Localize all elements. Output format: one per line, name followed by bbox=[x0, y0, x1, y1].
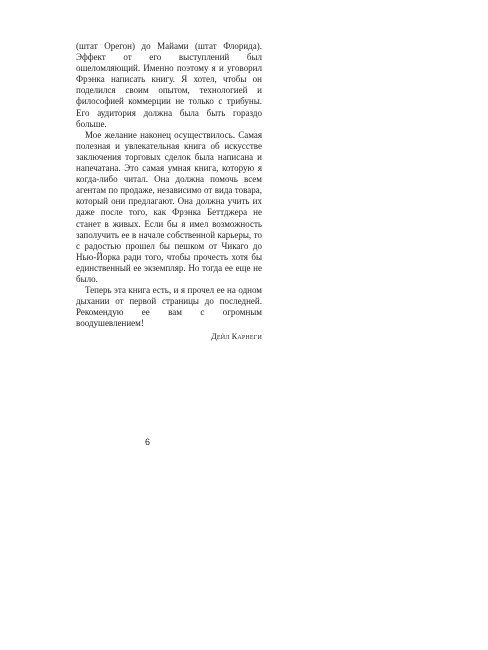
paragraph-3: Теперь эта книга есть, и я прочел ее на одном дыхании от первой страницы до последней. Рекомендую ее вам с огромным воодушевлением! bbox=[76, 285, 262, 329]
paragraph-2: Мое желание наконец осуществилось. Самая полезная и увлекательная книга об искусстве заключения торговых сделок была написана и напечатана. Это самая умная книга, которую я когда-либо читал. Она должна помочь всем агентам по продаже, независимо от вида товара, который они предлагают. Она должна учить их даже после того, как Фрэнка Беттджера не станет в живых. Если бы я имел возможность заполучить ее в начале собственной карьеры, то с радостью прошел бы пешком от Чикаго до Нью-Йорка ради того, чтобы прочесть хотя бы единственный ее экземпляр. Но тогда ее еще не было. bbox=[76, 129, 262, 284]
page-number: 6 bbox=[145, 437, 151, 447]
body-text bbox=[76, 41, 262, 343]
paragraph-1: (штат Орегон) до Майами (штат Флорида). Эффект от его выступлений был ошеломляющий. Именно поэтому я и уговорил Фрэнка написать книгу. Я хотел, чтобы он поделился своим опытом, технологией и философией коммерции не только с трибуны. Его аудитория должна была быть гораздо больше. bbox=[76, 41, 262, 129]
author-signature: Дейл Карнеги bbox=[211, 332, 262, 342]
